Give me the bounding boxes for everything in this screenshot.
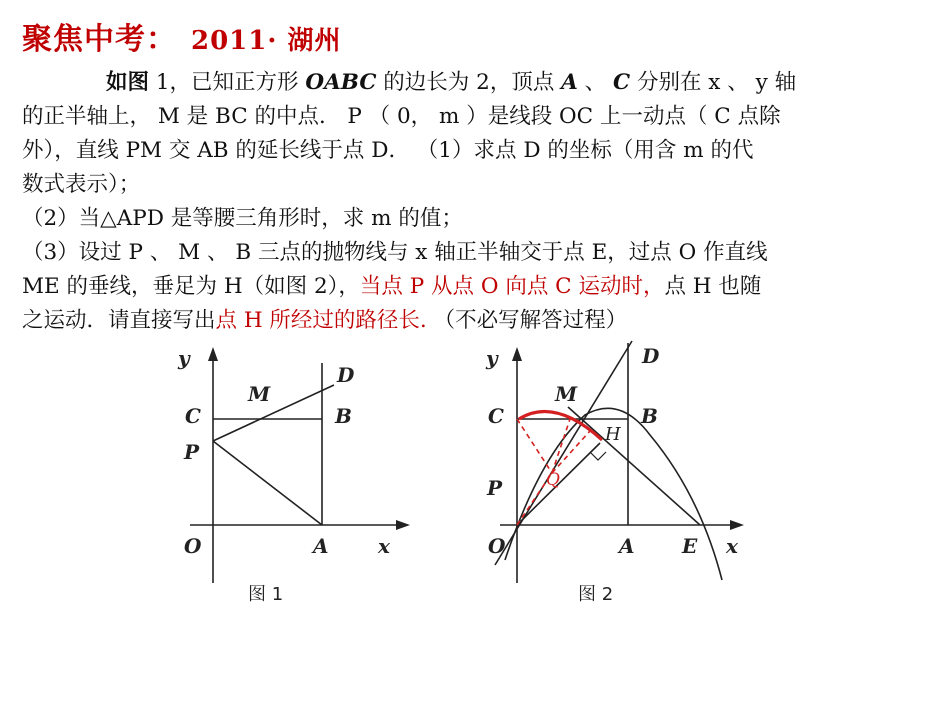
page-title [22,14,341,58]
problem-text [22,66,927,338]
question-3-line-2: ME 的垂线，垂足为 H（如图 2），当点 P 从点 O 向点 C 运动时，点 H 也随 [22,274,762,299]
fig1-labels [177,346,391,558]
fig1-label-y: y [178,346,190,370]
fig2-label-m: M [555,382,578,406]
question-3-line-1: （3）设过 P 、 M 、 B 三点的抛物线与 x 轴正半轴交于点 E，过点 O 作直线 [22,240,768,265]
fig2-line-me [568,407,700,525]
fig2-label-h: H [605,424,621,445]
question-3-line-3: 之运动．请直接写出点 H 所经过的路径长. （不必写解答过程） [22,308,628,333]
fig2-right-angle-mark [590,452,606,460]
problem-line-3: 外），直线 PM 交 AB 的延长线于点 D． （1）求点 D 的坐标（用含 m 的代 [22,138,754,163]
fig1-label-a: A [313,534,329,558]
fig2-label-q: Q [546,470,560,490]
fig2-label-c: C [488,404,504,428]
fig2-y-arrow [512,347,522,361]
problem-line-1: 如图 1，已知正方形 OABC 的边长为 2，顶点 A 、 C 分别在 x 、 y 轴 [106,70,797,95]
title-year: 2011· 湖州 [191,26,342,56]
fig2-label-d: D [642,344,660,368]
fig1-y-arrow [208,347,218,361]
title-main: 聚焦中考： [22,22,177,57]
problem-line-4: 数式表示）； [22,172,141,197]
fig2-labels [485,344,739,558]
fig2-label-b: B [641,404,658,428]
fig1-label-o: O [184,534,202,558]
fig1-label-d: D [337,363,355,387]
fig2-caption: 图 2 [578,584,614,605]
problem-line-2: 的正半轴上， M 是 BC 的中点． P （ 0， m ）是线段 OC 上一动点（ C 点除 [22,104,781,129]
fig1-x-arrow [396,520,410,530]
figures [0,335,950,620]
fig1-label-m: M [248,382,271,406]
fig2-red-dash-3 [552,431,590,473]
fig1-caption: 图 1 [248,584,284,605]
fig2-label-p: P [487,476,503,500]
fig2-label-e: E [682,534,698,558]
fig1-label-b: B [335,404,352,428]
fig1-label-x: x [378,534,390,558]
fig2-label-x: x [726,534,738,558]
fig1-label-p: P [184,440,200,464]
figure-1 [190,347,410,583]
fig1-line-pa [213,441,322,525]
lead-word: 如图 [106,70,150,95]
fig2-x-arrow [730,520,744,530]
question-2: （2）当△APD 是等腰三角形时，求 m 的值； [22,206,463,231]
fig2-label-o: O [488,534,506,558]
fig2-red-dash-1 [517,419,552,473]
fig1-label-c: C [185,404,201,428]
fig2-label-y: y [486,346,498,370]
fig1-line-pd [213,385,334,441]
fig2-label-a: A [619,534,635,558]
